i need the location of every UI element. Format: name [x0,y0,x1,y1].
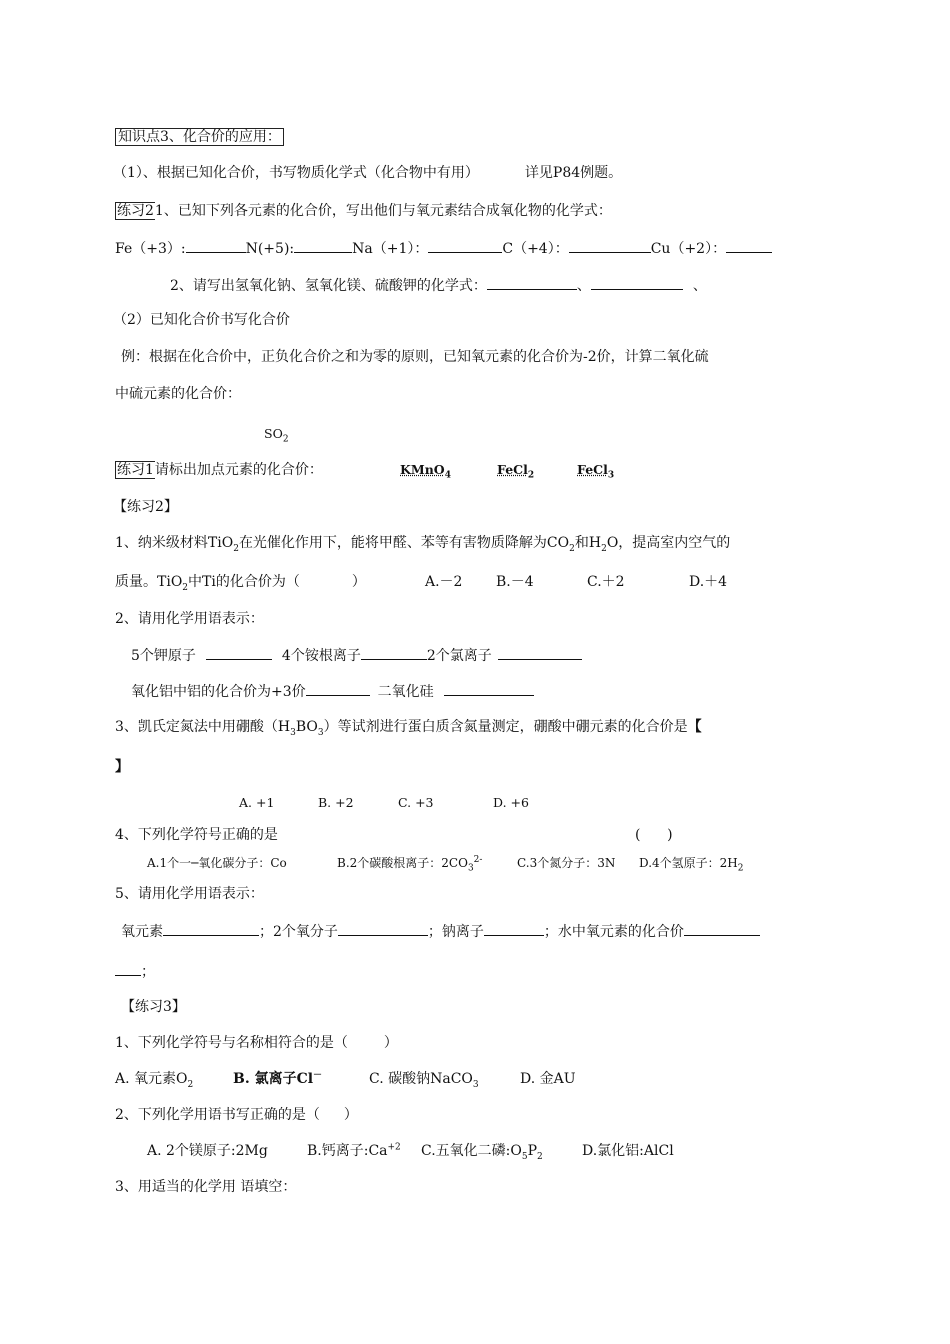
option-d[interactable]: D. +6 [493,795,529,810]
answer-blank[interactable] [361,645,427,660]
answer-blank[interactable] [684,921,760,936]
option-a[interactable]: A.1个一─氧化碳分子：Co [147,856,287,870]
method-2-line: （2）已知化合价书写化合价 [113,312,290,328]
p3-q2-line: 2、下列化学用语书写正确的是（ ） [115,1107,358,1123]
answer-blank[interactable] [338,921,428,936]
example-line-2: 中硫元素的化合价： [115,386,241,402]
q3-close-bracket: 】 [115,759,129,775]
answer-blank[interactable] [498,645,582,660]
answer-blank[interactable] [115,961,141,976]
option-d[interactable]: D.4个氢原子：$2H_2$ [639,856,744,874]
so2-formula: $SO_2$ [264,426,289,445]
exercise-2-1-line: 练习21、已知下列各元素的化合价，写出他们与氧元素结合成氧化物的化学式： [117,203,612,219]
q2-line-2: 5个钾原子 4个铵根离子 2个氯离子 [131,645,582,666]
q1-line-1: 1、纳米级材料TiO$_2$在光催化作用下，能将甲醛、苯等有害物质降解为$CO_2$和$H_2O$，提高室内空气的 [115,535,731,554]
option-c[interactable]: C.3个氮分子：3N [517,856,616,870]
formula-fecl3: FeCl$_3$ [577,462,615,481]
answer-blank[interactable] [306,681,370,696]
practice-2-heading: 【练习2】 [113,499,178,515]
method-1-line: （1）、根据已知化合价，书写物质化学式（化合物中有用） 详见P84例题。 [113,165,623,181]
answer-blank[interactable] [428,238,502,253]
answer-blank[interactable] [206,645,272,660]
q3-line: 3、凯氏定氮法中用硼酸$(H_3BO_3)$等试剂进行蛋白质含氮量测定，硼酸中硼元素的化合价是【 [115,719,702,738]
answer-blank[interactable] [484,921,544,936]
answer-blank[interactable] [591,275,683,290]
option-a[interactable]: A. 2个镁原子:2Mg [147,1143,268,1159]
q4-line: 4、下列化学符号正确的是 ( ) [115,827,673,843]
option-a[interactable]: A. 氧元素$O_2$ [115,1071,194,1090]
option-b[interactable]: B.－4 [496,574,534,590]
option-d[interactable]: D. 金AU [520,1071,576,1087]
example-line-1: 例：根据在化合价中，正负化合价之和为零的原则，已知氧元素的化合价为-2价，计算二氧化硫 [121,349,709,365]
option-b[interactable]: B. +2 [318,795,354,810]
knowledge-point-3-title: 知识点3、化合价的应用： [115,127,284,147]
option-d[interactable]: D.＋4 [689,574,728,590]
q2-line: 2、请用化学用语表示： [115,611,264,627]
q5-line-2: 氧元素 ；2个氧分子 ；钠离子 ；水中氧元素的化合价 [121,921,760,942]
answer-blank[interactable] [163,921,259,936]
p3-q3-line: 3、用适当的化学用 语填空： [115,1179,297,1195]
answer-blank[interactable] [186,238,246,253]
q5-line-3: ； [115,961,155,982]
option-b[interactable]: B.2个碳酸根离子：$2CO_3^{2-}$ [337,855,483,874]
answer-blank[interactable] [444,681,534,696]
option-c[interactable]: C. 碳酸钠NaCO$_3$ [369,1071,479,1090]
option-c[interactable]: C. +3 [398,795,434,810]
answer-blank[interactable] [726,238,772,253]
answer-blank[interactable] [569,238,651,253]
formula-kmno4: KMnO$_4$ [400,462,451,481]
option-c[interactable]: C.＋2 [587,574,625,590]
q1-line-2: 质量。TiO$_2$中Ti的化合价为（ ） A.－2 B.－4 C.＋2 D.＋4 [115,574,728,593]
option-b[interactable]: B.钙离子$:Ca^{+2}$ [307,1142,401,1159]
exercise-2-2-line: 2、请写出氢氧化钠、氢氧化镁、硫酸钾的化学式： 、 、 [170,275,707,296]
answer-blank[interactable] [487,275,577,290]
practice-3-heading: 【练习3】 [121,999,186,1015]
option-d[interactable]: D.氯化铝:AlCl [582,1143,674,1159]
answer-blank[interactable] [294,238,352,253]
option-a[interactable]: A. +1 [239,795,275,810]
oxide-formula-line: Fe（+3）: N(+5): Na（+1）： C（+4）： Cu（+2）： [115,238,772,259]
option-c[interactable]: C.五氧化二磷$:O_5P_2$ [421,1143,543,1162]
exercise-1-line: 练习1请标出加点元素的化合价： KMnO$_4$ FeCl$_2$ FeCl$_3$ [117,462,615,481]
option-a[interactable]: A.－2 [425,574,463,590]
formula-fecl2: FeCl$_2$ [497,462,535,481]
option-b[interactable]: B. 氯离子Cl－ [233,1070,323,1087]
q2-line-3: 氧化铝中铝的化合价为+3价 二氧化硅 [131,681,534,702]
p3-q1-line: 1、下列化学符号与名称相符合的是（ ） [115,1035,398,1051]
q5-line: 5、请用化学用语表示： [115,886,264,902]
